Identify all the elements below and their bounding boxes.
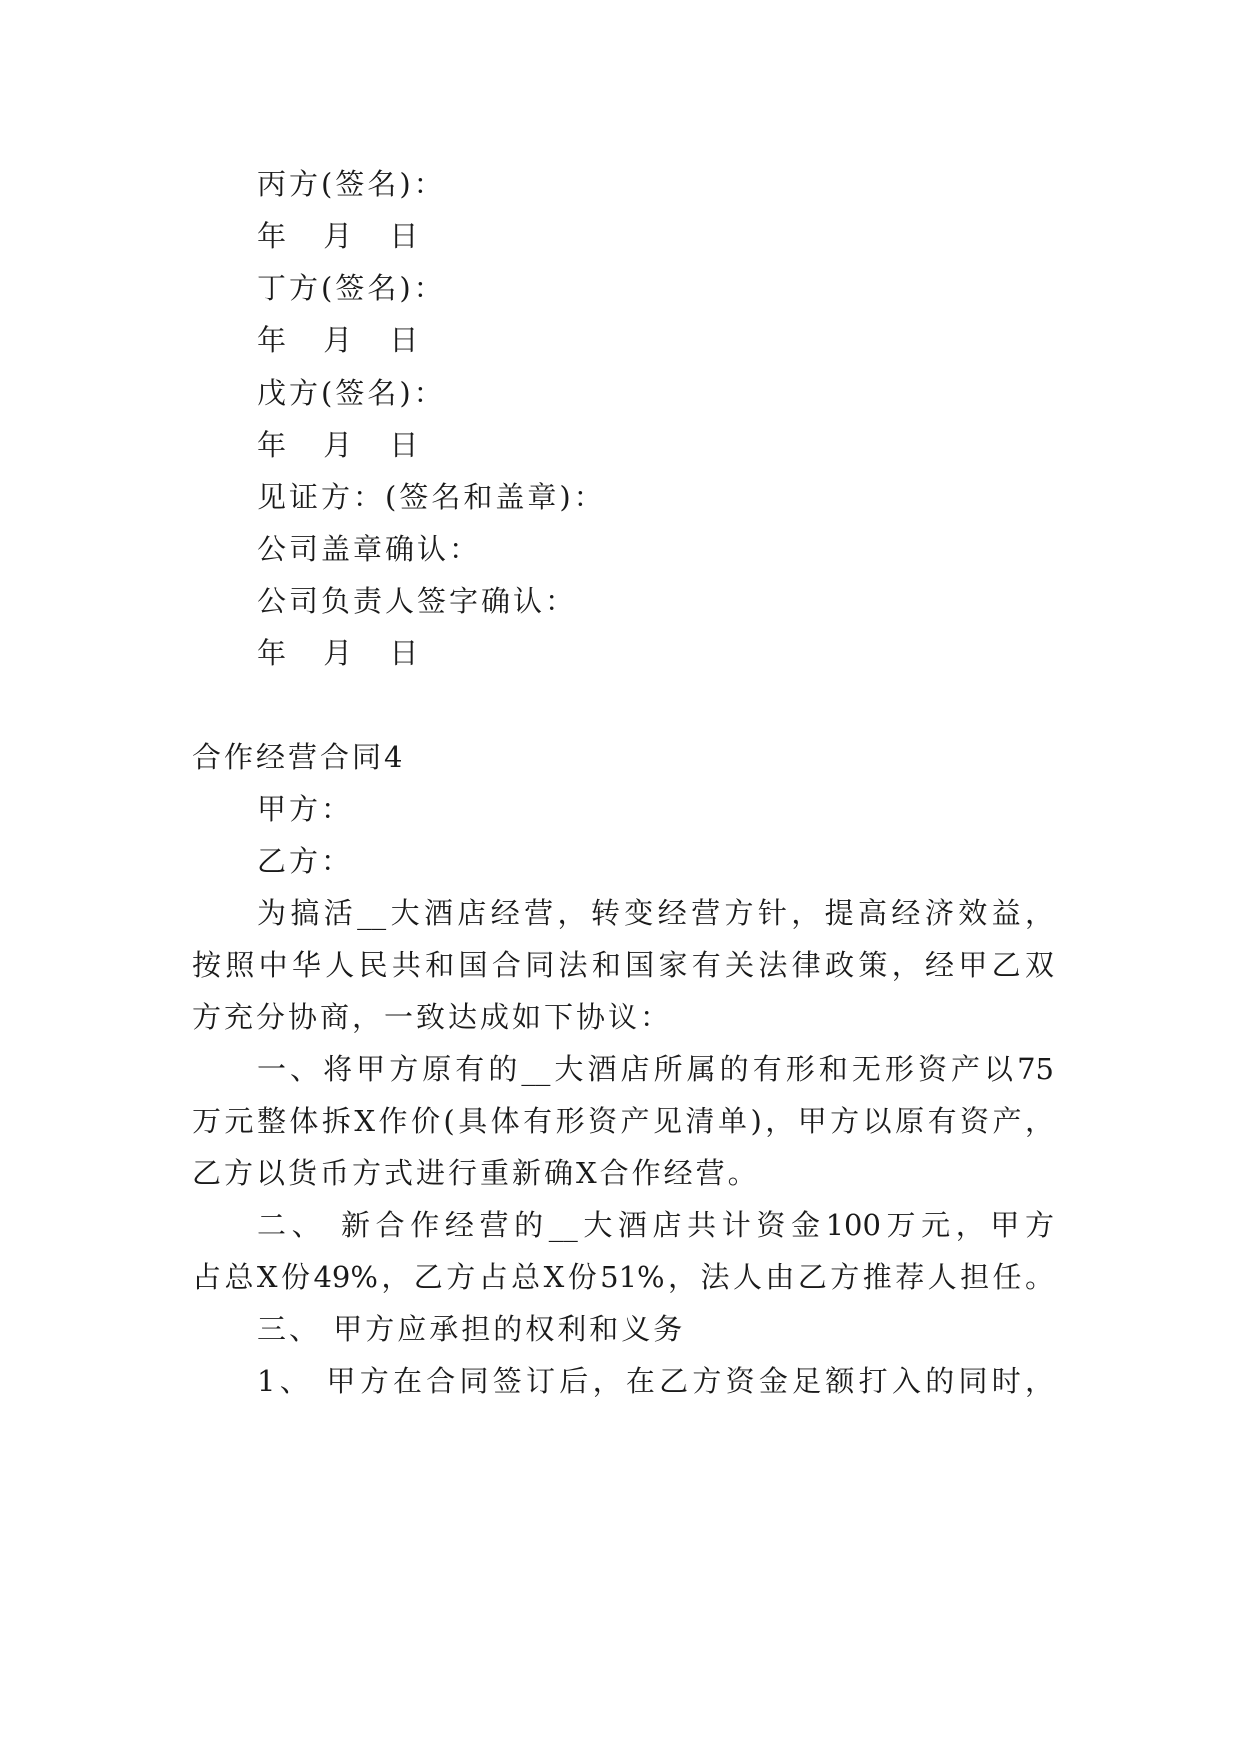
clause1-line3: 乙方以货币方式进行重新确X合作经营。 [192, 1156, 760, 1190]
date-line-d: 年 月 日 [257, 323, 433, 357]
party-d-signature: 丁方(签名)： [257, 271, 446, 305]
intro-paragraph-line2: 按照中华人民共和国合同法和国家有关法律政策，经甲乙双 [192, 948, 1054, 982]
clause1-line2: 万元整体拆X作价(具体有形资产见清单)，甲方以原有资产， [192, 1104, 1054, 1138]
date-line-c: 年 月 日 [257, 219, 433, 253]
witness-signature: 见证方：(签名和盖章)： [257, 480, 606, 514]
clause2-line2: 占总X份49%，乙方占总X份51%，法人由乙方推荐人担任。 [192, 1260, 1054, 1294]
contract-title: 合作经营合同4 [192, 740, 406, 774]
party-e-signature: 戊方(签名)： [257, 376, 446, 410]
clause3-heading: 三、 甲方应承担的权利和义务 [257, 1312, 686, 1346]
intro-paragraph-line1: 为搞活__大酒店经营，转变经营方针，提高经济效益， [257, 896, 1054, 930]
date-line-e: 年 月 日 [257, 428, 433, 462]
clause3-item1: 1、 甲方在合同签订后，在乙方资金足额打入的同时， [257, 1364, 1054, 1398]
date-line-final: 年 月 日 [257, 636, 433, 670]
party-b-label: 乙方： [257, 844, 354, 878]
party-c-signature: 丙方(签名)： [257, 167, 446, 201]
company-head-confirm: 公司负责人签字确认： [257, 584, 578, 618]
clause2-line1: 二、 新合作经营的__大酒店共计资金100万元，甲方 [257, 1208, 1054, 1242]
intro-paragraph-line3: 方充分协商，一致达成如下协议： [192, 1000, 673, 1034]
party-a-label: 甲方： [257, 792, 354, 826]
company-seal-confirm: 公司盖章确认： [257, 532, 482, 566]
clause1-line1: 一、将甲方原有的__大酒店所属的有形和无形资产以75 [257, 1052, 1054, 1086]
